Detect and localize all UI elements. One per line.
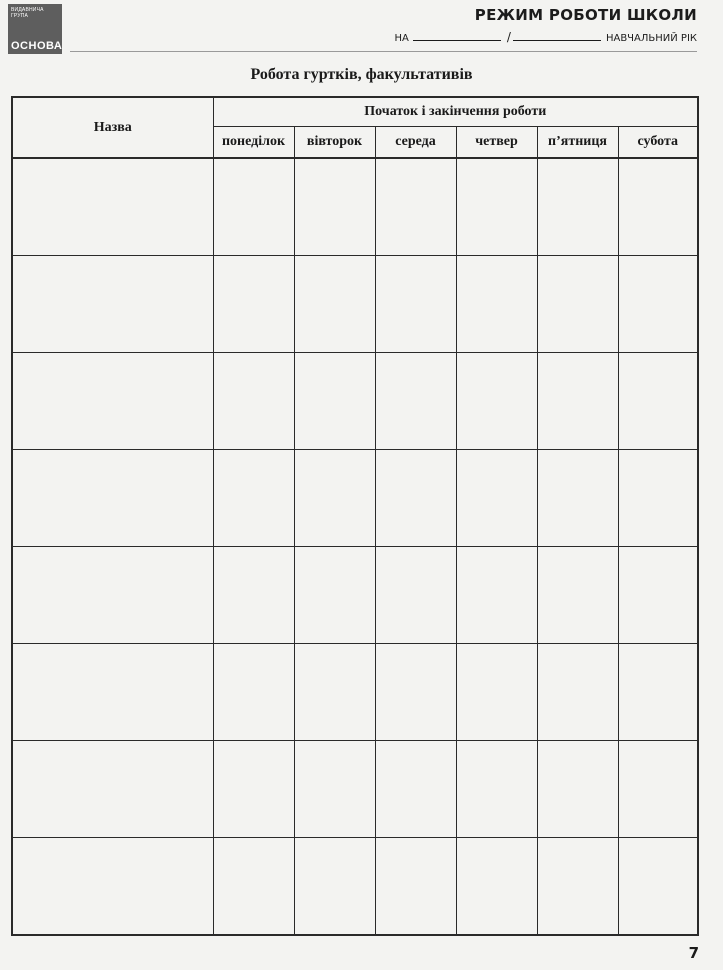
- cell-thursday[interactable]: [456, 256, 537, 353]
- table-body: [12, 158, 698, 935]
- cell-tuesday[interactable]: [294, 644, 375, 741]
- table-row: [12, 353, 698, 450]
- column-header-tuesday: вівторок: [294, 127, 375, 159]
- page-title: Робота гуртків, факультативів: [250, 66, 473, 83]
- cell-thursday[interactable]: [456, 838, 537, 936]
- year-start-blank[interactable]: [413, 30, 501, 41]
- publisher-logo: [8, 4, 62, 54]
- cell-thursday[interactable]: [456, 158, 537, 256]
- cell-tuesday[interactable]: [294, 158, 375, 256]
- cell-name[interactable]: [12, 644, 213, 741]
- cell-friday[interactable]: [537, 644, 618, 741]
- column-header-wednesday: середа: [375, 127, 456, 159]
- year-suffix: НАВЧАЛЬНИЙ РІК: [605, 33, 697, 44]
- cell-thursday[interactable]: [456, 741, 537, 838]
- page-number: 7: [688, 944, 699, 962]
- table-row: [12, 838, 698, 936]
- column-header-thursday: четвер: [456, 127, 537, 159]
- cell-monday[interactable]: [213, 158, 294, 256]
- cell-name[interactable]: [12, 158, 213, 256]
- cell-friday[interactable]: [537, 450, 618, 547]
- cell-friday[interactable]: [537, 838, 618, 936]
- column-header-friday: п’ятниця: [537, 127, 618, 159]
- cell-monday[interactable]: [213, 256, 294, 353]
- cell-saturday[interactable]: [618, 644, 698, 741]
- cell-name[interactable]: [12, 450, 213, 547]
- cell-monday[interactable]: [213, 547, 294, 644]
- cell-tuesday[interactable]: [294, 741, 375, 838]
- year-end-blank[interactable]: [513, 30, 601, 41]
- cell-friday[interactable]: [537, 158, 618, 256]
- cell-monday[interactable]: [213, 450, 294, 547]
- cell-friday[interactable]: [537, 741, 618, 838]
- header-divider: [70, 51, 697, 52]
- table-row: [12, 256, 698, 353]
- cell-name[interactable]: [12, 547, 213, 644]
- cell-wednesday[interactable]: [375, 450, 456, 547]
- cell-tuesday[interactable]: [294, 450, 375, 547]
- cell-wednesday[interactable]: [375, 547, 456, 644]
- clubs-schedule-table: [11, 96, 699, 936]
- year-slash: /: [506, 30, 511, 44]
- column-header-saturday: субота: [618, 127, 698, 159]
- logo-brand-text: ОСНОВА: [11, 40, 63, 52]
- table-row: [12, 644, 698, 741]
- cell-friday[interactable]: [537, 353, 618, 450]
- column-header-working-hours: Початок і закінчення роботи: [213, 97, 698, 127]
- cell-thursday[interactable]: [456, 450, 537, 547]
- cell-name[interactable]: [12, 838, 213, 936]
- cell-tuesday[interactable]: [294, 838, 375, 936]
- cell-saturday[interactable]: [618, 353, 698, 450]
- cell-wednesday[interactable]: [375, 256, 456, 353]
- cell-wednesday[interactable]: [375, 838, 456, 936]
- table-row: [12, 741, 698, 838]
- column-header-monday: понеділок: [213, 127, 294, 159]
- cell-monday[interactable]: [213, 644, 294, 741]
- cell-wednesday[interactable]: [375, 644, 456, 741]
- cell-name[interactable]: [12, 741, 213, 838]
- cell-wednesday[interactable]: [375, 353, 456, 450]
- cell-saturday[interactable]: [618, 256, 698, 353]
- cell-monday[interactable]: [213, 838, 294, 936]
- cell-saturday[interactable]: [618, 741, 698, 838]
- cell-wednesday[interactable]: [375, 741, 456, 838]
- cell-wednesday[interactable]: [375, 158, 456, 256]
- table-row: [12, 450, 698, 547]
- cell-thursday[interactable]: [456, 353, 537, 450]
- column-header-name: Назва: [12, 97, 213, 158]
- cell-monday[interactable]: [213, 353, 294, 450]
- cell-name[interactable]: [12, 256, 213, 353]
- cell-friday[interactable]: [537, 547, 618, 644]
- cell-saturday[interactable]: [618, 158, 698, 256]
- table-row: [12, 158, 698, 256]
- header-title: РЕЖИМ РОБОТИ ШКОЛИ: [474, 6, 697, 24]
- cell-saturday[interactable]: [618, 450, 698, 547]
- logo-publisher-text: ВИДАВНИЧА ГРУПА: [11, 7, 44, 19]
- cell-thursday[interactable]: [456, 547, 537, 644]
- cell-monday[interactable]: [213, 741, 294, 838]
- cell-friday[interactable]: [537, 256, 618, 353]
- cell-saturday[interactable]: [618, 547, 698, 644]
- cell-tuesday[interactable]: [294, 256, 375, 353]
- cell-tuesday[interactable]: [294, 353, 375, 450]
- cell-name[interactable]: [12, 353, 213, 450]
- cell-tuesday[interactable]: [294, 547, 375, 644]
- table-row: [12, 547, 698, 644]
- cell-saturday[interactable]: [618, 838, 698, 936]
- year-prefix: НА: [394, 33, 409, 44]
- school-year-line: [395, 30, 697, 44]
- cell-thursday[interactable]: [456, 644, 537, 741]
